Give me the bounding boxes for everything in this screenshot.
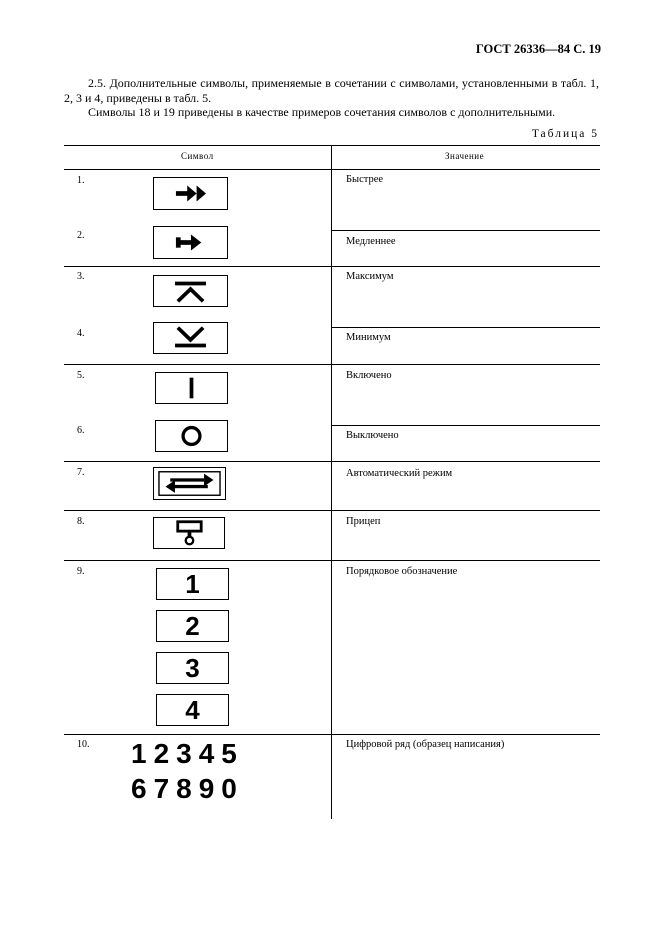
symbol-box <box>153 467 226 500</box>
column-header-symbol: Символ <box>181 151 214 161</box>
row-number: 10. <box>77 739 90 750</box>
column-divider <box>331 145 332 819</box>
digit-row-2: 67890 <box>131 773 244 804</box>
row-number: 9. <box>77 566 85 577</box>
row-number: 4. <box>77 328 85 339</box>
group-separator <box>64 734 600 735</box>
on-icon <box>156 373 227 403</box>
group-separator <box>64 461 600 462</box>
table-label: Таблица 5 <box>531 128 599 140</box>
meaning-text: Включено <box>346 370 392 381</box>
group-separator <box>64 560 600 561</box>
meaning-text: Прицеп <box>346 516 381 527</box>
row-sub-separator <box>331 425 600 426</box>
symbol-box <box>153 177 228 210</box>
symbol-box <box>153 275 228 307</box>
digit-row-1: 12345 <box>131 738 244 769</box>
paragraph-symbols-18-19: Символы 18 и 19 приведены в качестве примеров сочетания символов с дополнительными. <box>88 105 556 119</box>
symbol-box <box>153 517 225 549</box>
column-header-meaning: Значение <box>445 151 485 161</box>
meaning-text: Минимум <box>346 332 391 343</box>
row-number: 8. <box>77 516 85 527</box>
meaning-text: Быстрее <box>346 174 384 185</box>
table-top-border <box>64 145 600 146</box>
meaning-text: Максимум <box>346 271 394 282</box>
row-number: 6. <box>77 425 85 436</box>
header-bottom-border <box>64 169 600 170</box>
row-number: 7. <box>77 467 85 478</box>
meaning-text: Автоматический режим <box>346 468 453 479</box>
page-header: ГОСТ 26336—84 С. 19 <box>475 42 601 56</box>
group-separator <box>64 364 600 365</box>
symbol-box <box>153 322 228 354</box>
trailer-icon <box>154 518 224 548</box>
symbol-box <box>155 372 228 404</box>
meaning-text: Цифровой ряд (образец написания) <box>346 739 505 750</box>
order-box-2: 2 <box>156 610 229 642</box>
symbol-box <box>155 420 228 452</box>
automatic-mode-icon <box>154 468 225 499</box>
row-sub-separator <box>331 230 600 231</box>
row-number: 3. <box>77 271 85 282</box>
single-arrow-right-icon <box>154 227 227 258</box>
minimum-icon <box>154 323 227 353</box>
group-separator <box>64 510 600 511</box>
off-icon <box>156 421 227 451</box>
maximum-icon <box>154 276 227 306</box>
meaning-text: Медленнее <box>346 236 396 247</box>
meaning-text: Выключено <box>346 430 399 441</box>
group-separator <box>64 266 600 267</box>
paragraph-2-5: 2.5. Дополнительные символы, применяемые в сочетании с символами, установленными в табл. 1, 2, 3 и 4, приведены в табл. 5. <box>64 76 599 105</box>
row-number: 1. <box>77 175 85 186</box>
order-box-3: 3 <box>156 652 229 684</box>
row-number: 5. <box>77 370 85 381</box>
order-box-1: 1 <box>156 568 229 600</box>
row-number: 2. <box>77 230 85 241</box>
double-arrow-right-icon <box>154 178 227 209</box>
meaning-text: Порядковое обозначение <box>346 566 458 577</box>
order-box-4: 4 <box>156 694 229 726</box>
row-sub-separator <box>331 327 600 328</box>
symbol-box <box>153 226 228 259</box>
